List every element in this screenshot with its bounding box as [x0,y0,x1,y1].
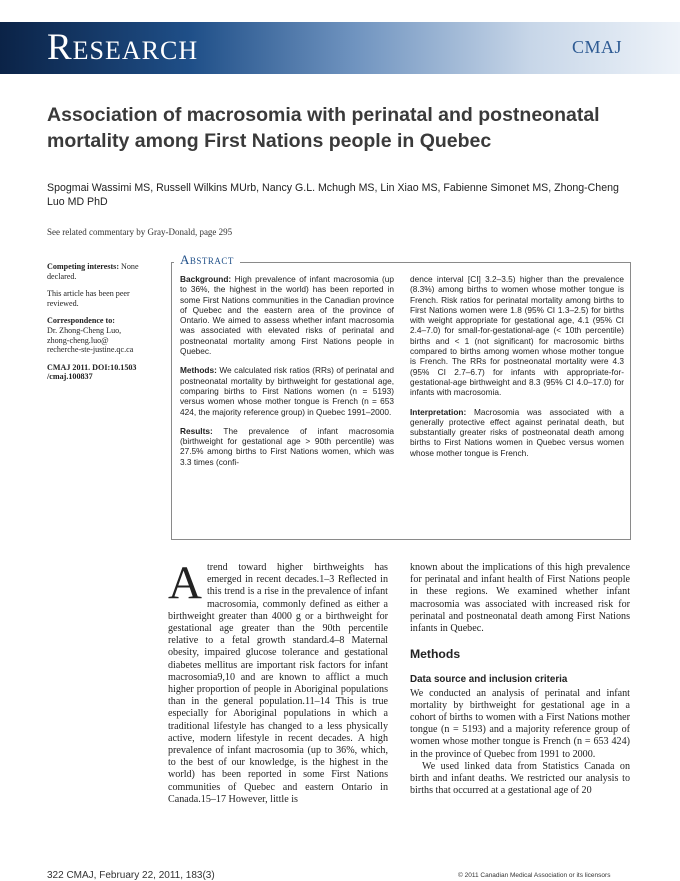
abstract-results-start [180,426,394,467]
abstract-background [180,274,394,356]
background-label: Background: [180,274,232,284]
results-label: Results: [180,425,213,436]
competing-interests-text: None declared. [47,262,139,281]
related-commentary-note: See related commentary by Gray-Donald, page 295 [47,227,233,237]
data-source-heading: Data source and inclusion criteria [410,674,568,686]
data-source-paragraph-2: We used linked data from Statistics Canada on birth and infant deaths. We restricted our analysis to births that occurred at a gestational age of 20 [410,760,630,797]
abstract-interpretation [410,407,624,458]
body-column-right [410,562,630,797]
background-text: High prevalence of infant macrosomia (up to 36%, the highest in the world) has been reported in some First Nations communities in the Canadian province of Quebec and the eastern area of the province of Ontario. We aimed to assess whether infant macrosomia was associated with elevated risks of perinatal and postneonatal mortality among First Nations people in Quebec. [180,274,394,357]
results-text-part-1: The prevalence of infant macrosomia (birthweight for gestational age > 90th percentile) was 27.5% among births to First Nations women, which was 3.3 times (confi- [180,425,394,467]
competing-interests [47,262,159,281]
article-title: Association of macrosomia with perinatal and postneonatal mortality among First Nations people in Quebec [47,104,600,152]
interpretation-label: Interpretation: [410,406,467,417]
citation-doi: CMAJ 2011. DOI:10.1503 /cmaj.100837 [47,362,137,382]
abstract-results-continued [410,274,624,398]
correspondence-email-line-1[interactable]: zhong-cheng.luo@ [47,335,109,345]
data-source-paragraph-1: We conducted an analysis of perinatal and infant mortality by birthweight for gestational age in a cohort of births to women with a First Nations mother tongue (n = 5193) and a majority reference group of women whose mother tongue is French (n = 653 424) in the province of Quebec from 1991 to 2000. [410,687,630,760]
methods-label: Methods: [180,365,217,376]
section-banner [0,22,680,74]
abstract-heading: Abstract [174,252,240,268]
intro-text: trend toward higher birthweights has emerged in recent decades.1–3 Reflected in this trend is a rise in the prevalence of infant macrosomia, commonly defined as either a birthweight greater than 4000 g or a birthweight for gestational age greater than the 90th percentile relative to a fetal growth standard.4–8 Maternal obesity, impaired glucose tolerance and gestational diabetes mellitus are important risk factors for infant macrosomia9,10 and are known to afflict a much higher proportion of people in Aboriginal populations than in the general population.11–14 This is true especially for Aboriginal populations in which a traditional lifestyle has changed to a less physically active, modern lifestyle in recent decades. A high prevalence of infant macrosomia (up to 36%, which, to the best of our knowledge, is the highest in the world) has been reported in some First Nations communities of Quebec and eastern Ontario in Canada.15–17 However, little is [168,562,388,805]
competing-interests-label: Competing interests: [47,262,120,271]
abstract-methods [180,365,394,416]
page-footer-citation: 322 CMAJ, February 22, 2011, 183(3) [47,870,215,881]
correspondence-name: Dr. Zhong-Cheng Luo, [47,325,122,335]
journal-logo: CMAJ [571,37,622,57]
results-text-part-2: dence interval [CI] 3.2–3.5) higher than the prevalence (8.3%) among births to women whose mother tongue is French. Risk ratios for perinatal mortality among births to First Nations women were 1.8 (95% CI 1.3–2.5) for births with weight appropriate for gestational age, 4.1 (95% CI 2.4–7.0) for small-for-gestational-age (< 10th percentile) births and < 1 (not significant) for macrosomic births compared to births among women whose mother tongue is French. The RRs for postneonatal mortality were 4.3 (95% CI 2.7–6.7) for infants with appropriate-for-gestational-age birthweight and 8.3 (95% CI 4.0–17.0) for infants with macrosomia. [410,274,624,398]
correspondence-label: Correspondence to: [47,316,115,326]
article-sidebar [47,262,159,390]
correspondence-email-line-2[interactable]: recherche-ste-justine.qc.ca [47,345,134,355]
section-title: Research [47,27,199,68]
methods-text: We calculated risk ratios (RRs) of perinatal and postneonatal mortality by birthweight for gestational age, comparing births to First Nations women (n = 5193) versus women whose mother tongue is French (n = 653 424, the majority reference group) in Quebec 1991–2000. [180,365,394,417]
body-column-left [168,557,388,806]
abstract-column-right [410,274,624,467]
intro-paragraph-continued: known about the implications of this high prevalence for perinatal and infant health of First Nations people in these regions. We examined whether infant macrosomia was associated with increased risk for perinatal and postneonatal death among First Nations infants in Quebec. [410,562,630,635]
intro-paragraph [168,557,388,806]
author-list: Spogmai Wassimi MS, Russell Wilkins MUrb, Nancy G.L. Mchugh MS, Lin Xiao MS, Fabienne Simonet MS, Zhong-Cheng Luo MD PhD [47,182,619,208]
methods-heading: Methods [410,647,461,662]
peer-review-note: This article has been peer reviewed. [47,289,130,308]
page-footer-copyright: © 2011 Canadian Medical Association or its licensors [458,872,611,879]
interpretation-text: Macrosomia was associated with a generally protective effect against perinatal death, but substantially greater risks of postneonatal death among births to First Nations women in Quebec versus women whose mother tongue is French. [410,406,624,458]
drop-cap: A [168,557,202,609]
abstract-column-left [180,274,394,476]
correspondence [47,316,159,354]
